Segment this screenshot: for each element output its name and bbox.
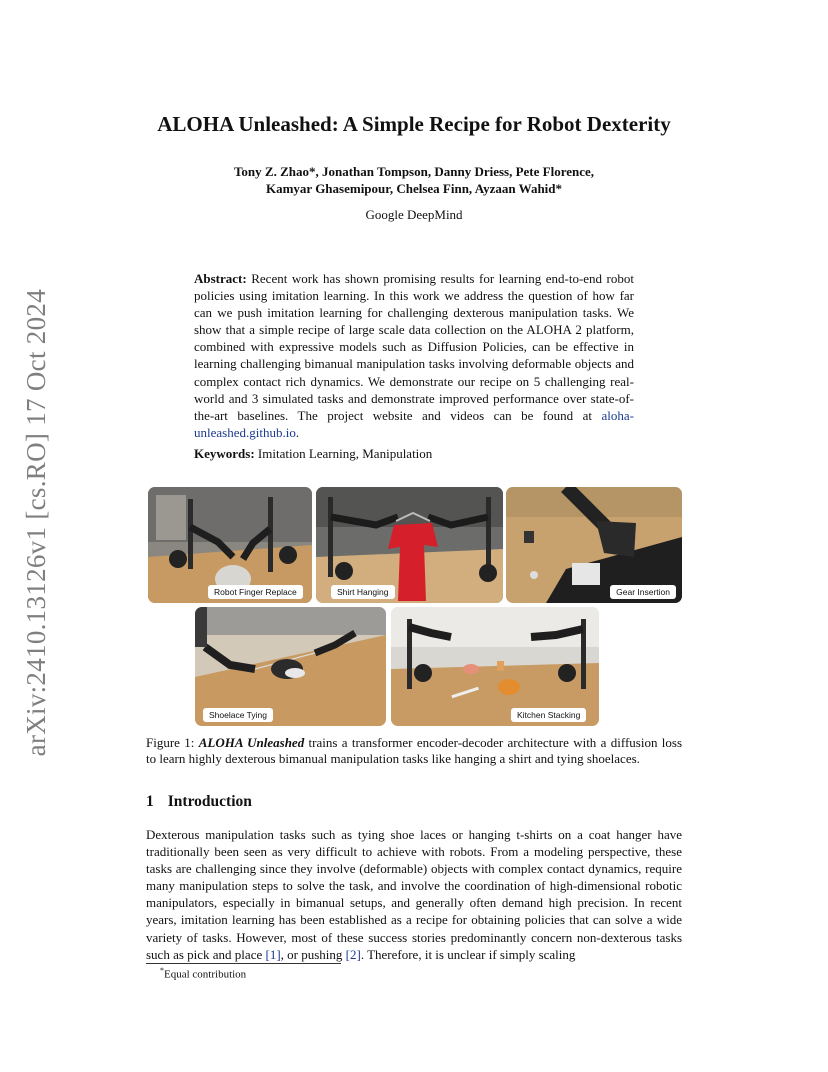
figure-panel-shoelace-tying — [195, 607, 386, 726]
section-heading — [146, 793, 252, 811]
keywords-label: Keywords: — [194, 446, 255, 461]
figure-caption — [146, 735, 682, 767]
keywords — [194, 446, 634, 462]
figure-caption-emph: ALOHA Unleashed — [198, 735, 305, 750]
figure-label-gear-insertion: Gear Insertion — [610, 585, 676, 599]
footnote-text: Equal contribution — [164, 968, 247, 981]
keywords-text: Imitation Learning, Manipulation — [257, 446, 433, 461]
figure-panel-shirt-hanging — [316, 487, 503, 603]
figure-panel-gear-insertion — [506, 487, 682, 603]
abstract — [194, 270, 634, 441]
footnote-divider — [146, 963, 341, 964]
authors-line-2: Kamyar Ghasemipour, Chelsea Finn, Ayzaan Wahid* — [265, 181, 563, 196]
citation-link-1[interactable]: [1] — [265, 946, 281, 962]
footnote — [160, 966, 246, 981]
intro-text-3: . Therefore, it is unclear if simply scaling — [360, 946, 576, 962]
authors — [130, 163, 698, 197]
figure-panel-kitchen-stacking — [391, 607, 599, 726]
intro-text-2: , or pushing — [280, 946, 343, 962]
section-number: 1 — [146, 793, 154, 810]
figure-label-shoelace-tying: Shoelace Tying — [203, 708, 273, 722]
paper-title: ALOHA Unleashed: A Simple Recipe for Robot Dexterity — [157, 112, 671, 136]
arxiv-identifier: arXiv:2410.13126v1 [cs.RO] 17 Oct 2024 — [20, 289, 51, 757]
arxiv-sidebar — [16, 288, 56, 758]
abstract-end: . — [295, 424, 300, 440]
figure-label-kitchen-stacking: Kitchen Stacking — [511, 708, 586, 722]
abstract-text: Recent work has shown promising results for learning end-to-end robot policies using imitation learning. In this work we address the question of how far can we push imitation learning for challenging dexterous manipulation tasks. We show that a simple recipe of large scale data collection on the ALOHA 2 platform, combined with expressive models such as Diffusion Policies, can be effective in learning challenging bimanual manipulation tasks involving deformable objects and complex contact rich dynamics. We demonstrate our recipe on 5 challenging real-world and 3 simulated tasks and demonstrate improved performance over state-of-the-art baselines. The project website and videos can be found at — [194, 271, 635, 423]
citation-link-2[interactable]: [2] — [345, 946, 361, 962]
abstract-label: Abstract: — [194, 271, 247, 286]
footnote-mark: * — [160, 966, 164, 975]
figure-label-shirt-hanging: Shirt Hanging — [331, 585, 395, 599]
intro-paragraph — [146, 826, 682, 963]
figure-panel-robot-finger-replace — [148, 487, 312, 603]
intro-text-1: Dexterous manipulation tasks such as tying shoe laces or hanging t-shirts on a coat hanger have traditionally been seen as very difficult to achieve with robots. From a modeling perspective, these tasks are challenging since they involve (deformable) objects with complex contact dynamics, require many manipulation steps to solve the task, and involve the coordination of high-dimensional robotic manipulators, especially in bimanual setups, and generally often demand high precision. In recent years, imitation learning has been established as a recipe for obtaining policies that can solve a wide variety of tasks. However, most of these success stories predominantly concern non-dexterous tasks such as pick and place — [146, 827, 682, 962]
figure-label-robot-finger-replace: Robot Finger Replace — [208, 585, 303, 599]
project-website-link[interactable]: aloha-unleashed.github.io — [194, 407, 635, 440]
figure-caption-prefix: Figure 1: — [146, 735, 195, 750]
section-title: Introduction — [167, 793, 252, 810]
affiliation: Google DeepMind — [365, 207, 463, 222]
authors-line-1: Tony Z. Zhao*, Jonathan Tompson, Danny Driess, Pete Florence, — [233, 164, 595, 179]
figure-caption-text: trains a transformer encoder-decoder architecture with a diffusion loss to learn highly dexterous bimanual manipulation tasks like hanging a shirt and tying shoelaces. — [146, 735, 683, 766]
